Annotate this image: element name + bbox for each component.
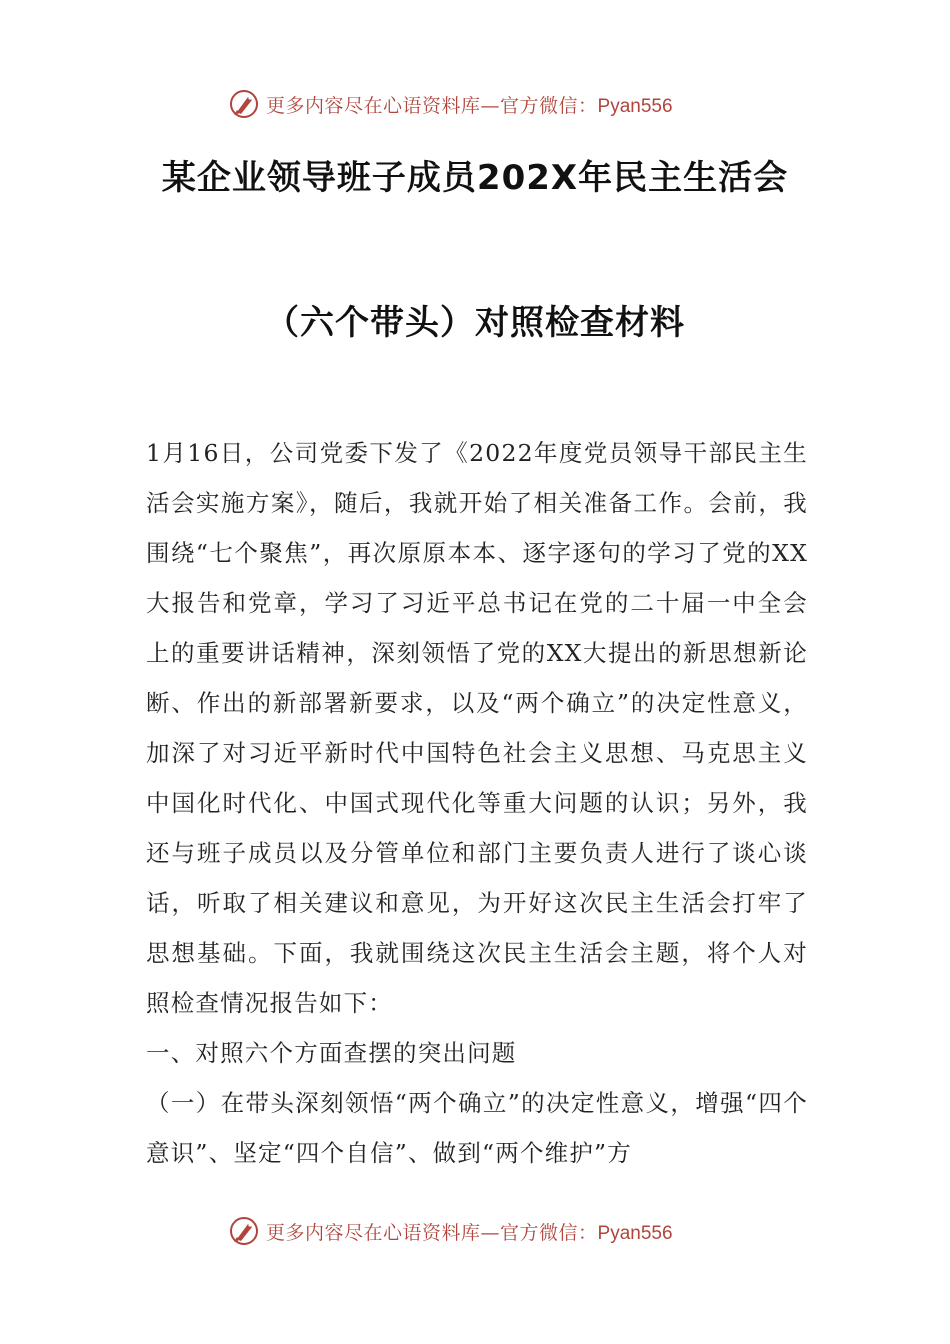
- section-heading: 一、对照六个方面查摆的突出问题: [146, 1039, 517, 1067]
- footer-banner: [228, 1213, 728, 1249]
- intro-paragraph: 1月16日，公司党委下发了《2022年度党员领导干部民主生活会实施方案》，随后，我就开始了相关准备工作。会前，我围绕“七个聚焦”，再次原原本本、逐字逐句的学习了党的XX大报告和党章，学习了习近平总书记在党的二十届一中全会上的重要讲话精神，深刻领悟了党的XX大提出的新思想新论断、作出的新部署新要求，以及“两个确立”的决定性意义，加深了对习近平新时代中国特色社会主义思想、马克思主义中国化时代化、中国式现代化等重大问题的认识；另外，我还与班子成员以及分管单位和部门主要负责人进行了谈心谈话，听取了相关建议和意见，为开好这次民主生活会打牢了思想基础。下面，我就围绕这次民主生活会主题，将个人对照检查情况报告如下：: [146, 439, 808, 1017]
- pen-nib-logo-icon: [228, 1215, 260, 1247]
- wechat-id: Pyan556: [597, 95, 673, 117]
- pen-nib-logo-icon: [228, 88, 260, 120]
- wechat-id: Pyan556: [597, 1222, 673, 1244]
- document-body: [146, 428, 808, 1178]
- banner-text: 更多内容尽在心语资料库—官方微信：Pyan556: [266, 1221, 673, 1244]
- subsection-paragraph: （一）在带头深刻领悟“两个确立”的决定性意义，增强“四个意识”、坚定“四个自信”、做到“两个维护”方: [146, 1089, 808, 1167]
- header-banner: [228, 86, 728, 122]
- document-title-line-1: 某企业领导班子成员202X年民主生活会: [161, 158, 789, 198]
- banner-text: 更多内容尽在心语资料库—官方微信：Pyan556: [266, 94, 673, 117]
- document-title-line-2: （六个带头）对照检查材料: [265, 303, 685, 343]
